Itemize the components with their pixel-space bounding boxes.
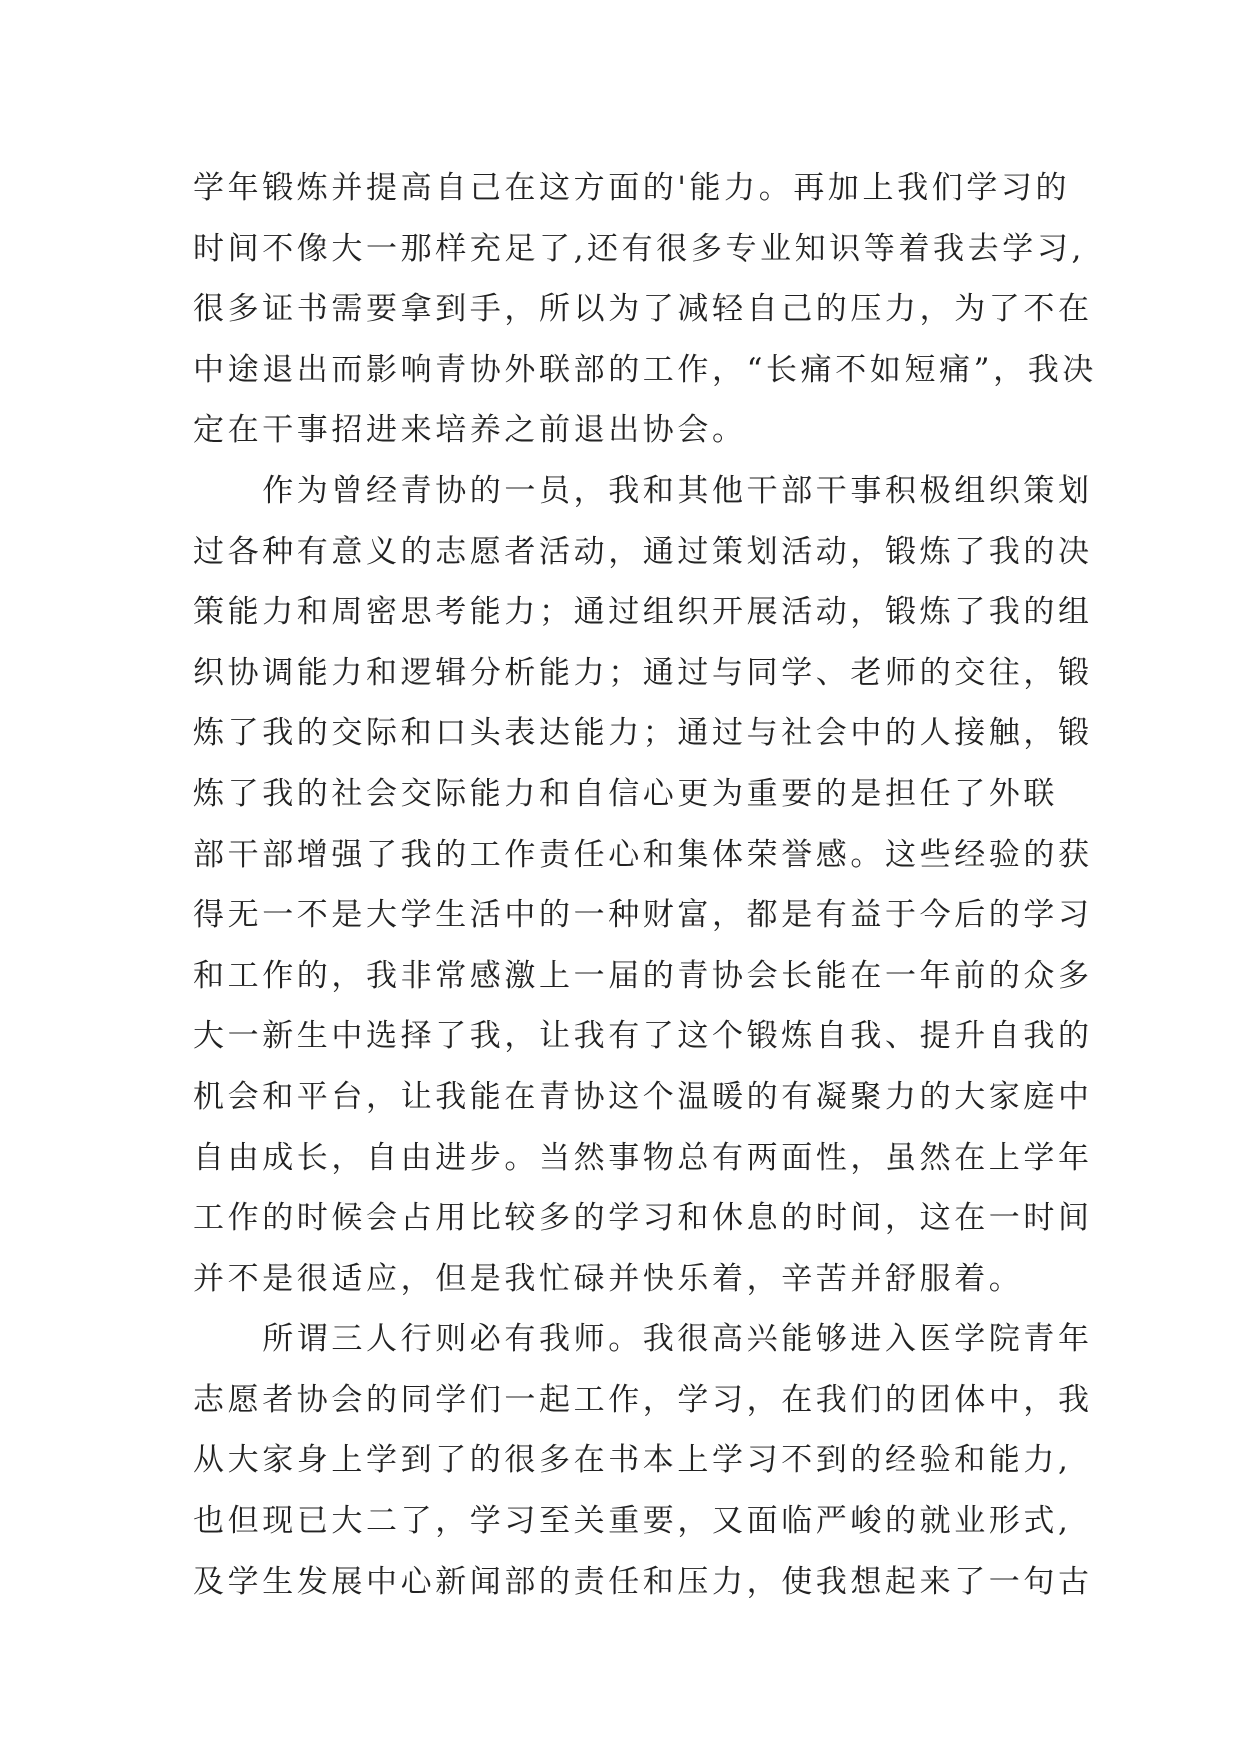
text-line: 也但现已大二了，学习至关重要，又面临严峻的就业形式,	[193, 1503, 1072, 1540]
text-line: 得无一不是大学生活中的一种财富，都是有益于今后的学习	[193, 897, 1093, 934]
text-line: 志愿者协会的同学们一起工作，学习，在我们的团体中，我	[193, 1381, 1093, 1418]
text-line: 定在干事招进来培养之前退出协会。	[193, 412, 747, 449]
text-line: 机会和平台，让我能在青协这个温暖的有凝聚力的大家庭中	[193, 1078, 1093, 1115]
text-line: 大一新生中选择了我，让我有了这个锻炼自我、提升自我的	[193, 1018, 1093, 1055]
text-line: 并不是很适应，但是我忙碌并快乐着，辛苦并舒服着。	[193, 1260, 1024, 1297]
text-line: 时间不像大一那样充足了,还有很多专业知识等着我去学习,	[193, 230, 1085, 267]
text-line: 炼了我的交际和口头表达能力；通过与社会中的人接触，锻	[193, 715, 1093, 752]
text-line: 部干部增强了我的工作责任心和集体荣誉感。这些经验的获	[193, 836, 1093, 873]
text-line: 工作的时候会占用比较多的学习和休息的时间，这在一时间	[193, 1200, 1093, 1237]
text-line: 策能力和周密思考能力；通过组织开展活动，锻炼了我的组	[193, 594, 1093, 631]
paragraph-start-line: 作为曾经青协的一员，我和其他干部干事积极组织策划	[193, 472, 1093, 509]
paragraph-start-line: 所谓三人行则必有我师。我很高兴能够进入医学院青年	[193, 1321, 1093, 1358]
text-line: 织协调能力和逻辑分析能力；通过与同学、老师的交往，锻	[193, 654, 1093, 691]
text-line: 和工作的，我非常感激上一届的青协会长能在一年前的众多	[193, 957, 1093, 994]
text-line: 从大家身上学到了的很多在书本上学习不到的经验和能力,	[193, 1442, 1072, 1479]
text-line: 及学生发展中心新闻部的责任和压力，使我想起来了一句古	[193, 1563, 1093, 1600]
text-line: 自由成长，自由进步。当然事物总有两面性，虽然在上学年	[193, 1139, 1093, 1176]
document-body	[193, 158, 1097, 1612]
text-line: 学年锻炼并提高自己在这方面的'能力。再加上我们学习的	[193, 170, 1071, 206]
text-line: 很多证书需要拿到手，所以为了减轻自己的压力，为了不在	[193, 291, 1093, 328]
text-line: 炼了我的社会交际能力和自信心更为重要的是担任了外联	[193, 775, 1058, 812]
text-line: 过各种有意义的志愿者活动，通过策划活动，锻炼了我的决	[193, 533, 1093, 570]
text-line: 中途退出而影响青协外联部的工作，“长痛不如短痛”，我决	[193, 351, 1097, 388]
